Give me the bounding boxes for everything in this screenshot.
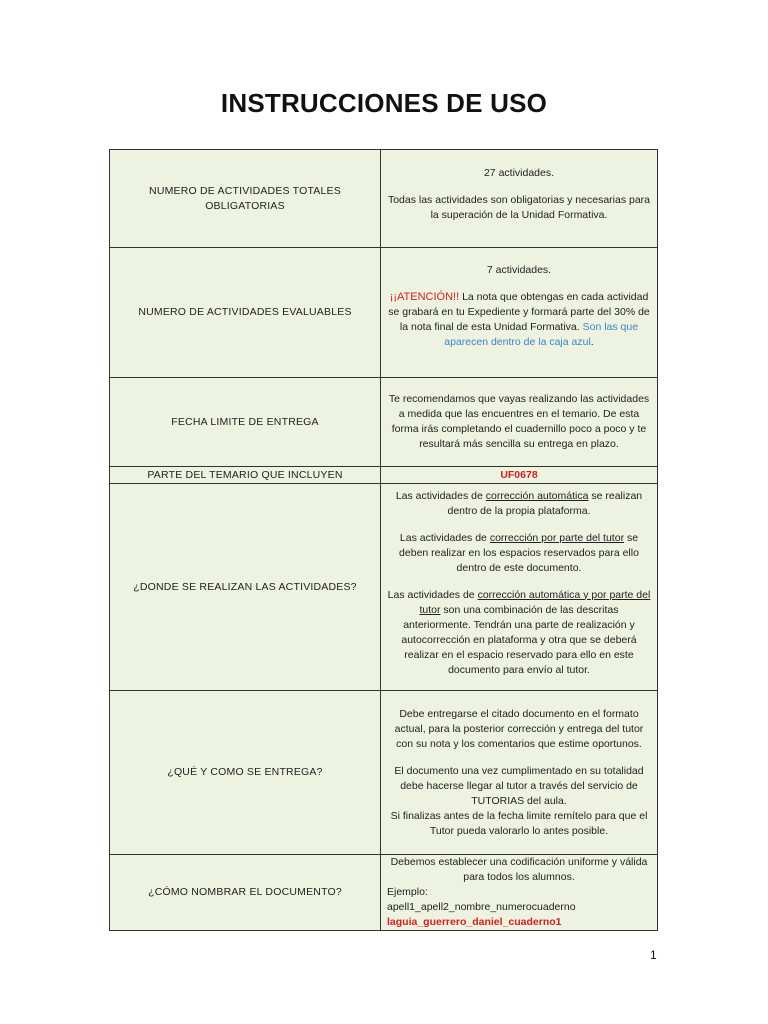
naming-example: laguia_guerrero_daniel_cuaderno1: [387, 916, 562, 928]
attention-label: ¡¡ATENCIÓN!!: [389, 291, 460, 303]
activities-total-count: 27 actividades.: [483, 167, 555, 179]
row-label: ¿CÓMO NOMBRAR EL DOCUMENTO?: [110, 855, 381, 931]
evaluable-text: ¡¡ATENCIÓN!! La nota que obtengas en cada actividad se grabará en tu Expediente y formará parte del 30% de la nota final de esta Unidad Formativa. Son las que aparecen dentro de la caja azul.: [388, 291, 650, 348]
row-label: FECHA LIMITE DE ENTREGA: [110, 378, 381, 467]
table-row: [110, 150, 658, 248]
activities-evaluable-count: 7 actividades.: [486, 264, 552, 276]
table-row: [110, 855, 658, 931]
instructions-table: [109, 149, 658, 931]
activities-total-text: Todas las actividades son obligatorias y necesarias para la superación de la Unidad Formativa.: [387, 194, 651, 221]
row-content: Las actividades de corrección automática se realizan dentro de la propia plataforma. Las actividades de corrección por parte del tutor se deben realizar en los espacios reservados para ello dentro de este documento. Las actividades de corrección automática y por parte del tutor son una combinación de las descritas anteriormente. Tendrán una parte de realización y autocorrección en plataforma y otra que se deberá realizar en el espacio reservado para ello en este documento para envío al tutor.: [381, 484, 658, 691]
syllabus-code: UF0678: [381, 467, 658, 484]
naming-pattern: apell1_apell2_nombre_numerocuaderno: [387, 901, 576, 913]
row-label: NUMERO DE ACTIVIDADES TOTALES OBLIGATORIAS: [110, 150, 381, 248]
example-label: Ejemplo:: [387, 886, 428, 898]
page-number: 1: [650, 948, 657, 962]
row-content: Te recomendamos que vayas realizando las actividades a medida que las encuentres en el temario. De esta forma irás completando el cuadernillo poco a poco y te resultará más sencilla su entrega en plazo.: [381, 378, 658, 467]
table-row: [110, 467, 658, 484]
table-row: [110, 248, 658, 378]
row-content: [381, 248, 658, 378]
table-row: [110, 378, 658, 467]
row-label: NUMERO DE ACTIVIDADES EVALUABLES: [110, 248, 381, 378]
row-label: ¿DONDE SE REALIZAN LAS ACTIVIDADES?: [110, 484, 381, 691]
table-row: [110, 691, 658, 855]
row-content: Debe entregarse el citado documento en el formato actual, para la posterior corrección y entrega del tutor con su nota y los comentarios que estime oportunos. El documento una vez cumplimentado en su totalidad debe hacerse llegar al tutor a través del servicio de TUTORIAS del aula. Si finalizas antes de la fecha limite remítelo para que el Tutor pueda valorarlo lo antes posible.: [381, 691, 658, 855]
page-title: INSTRUCCIONES DE USO: [220, 88, 548, 118]
row-label: PARTE DEL TEMARIO QUE INCLUYEN: [110, 467, 381, 484]
row-label: ¿QUÉ Y COMO SE ENTREGA?: [110, 691, 381, 855]
row-content: Debemos establecer una codificación uniforme y válida para todos los alumnos. Ejemplo: apell1_apell2_nombre_numerocuaderno laguia_guerrero_daniel_cuaderno1: [381, 855, 658, 931]
blue-box-note: Son las que aparecen dentro de la caja azul: [444, 321, 639, 348]
row-content: [381, 150, 658, 248]
evaluable-body: La nota que obtengas en cada actividad se grabará en tu Expediente y formará parte del 30% de la nota final de esta Unidad Formativa.: [388, 291, 650, 333]
table-row: [110, 484, 658, 691]
